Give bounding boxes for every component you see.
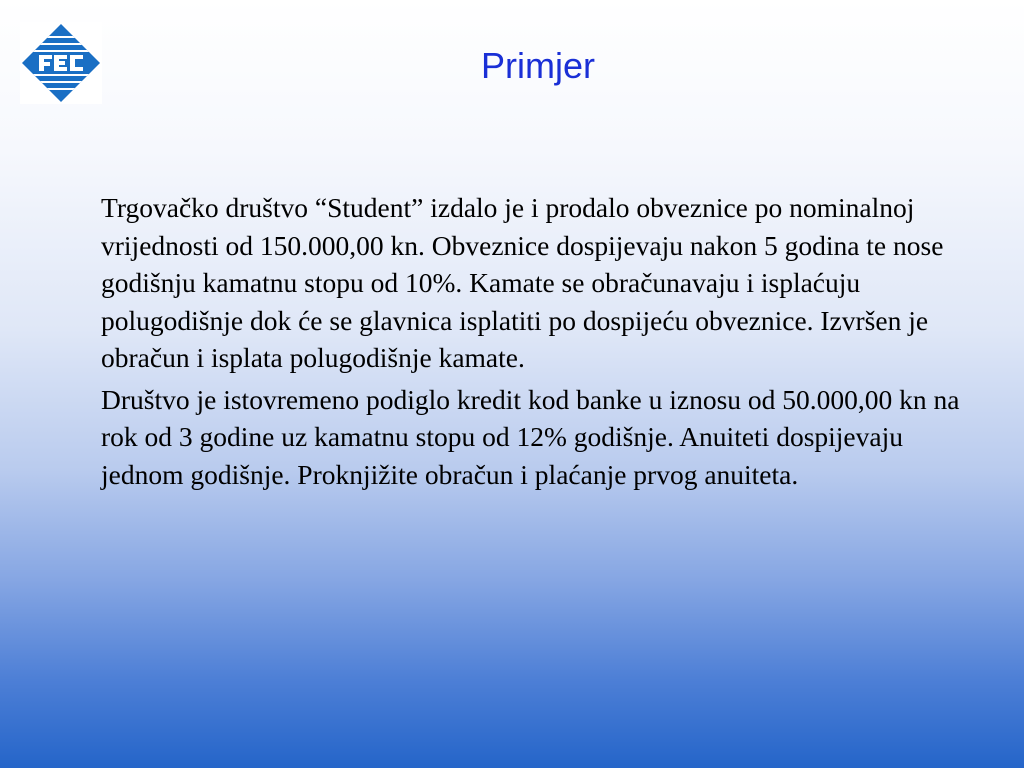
paragraph-loan: Društvo je istovremeno podiglo kredit kod banke u iznosu od 50.000,00 kn na rok od 3 godine uz kamatnu stopu od 12% godišnje. Anuiteti dospijevaju jednom godišnje. Proknjižite obračun i plaćanje prvog anuiteta.: [101, 383, 960, 490]
slide-body: [101, 189, 971, 497]
slide-title: Primjer: [481, 45, 595, 86]
paragraph-bonds: Trgovačko društvo “Student” izdalo je i prodalo obveznice po nominalnoj vrijednosti od 150.000,00 kn. Obveznice dospijevaju nakon 5 godina te nose godišnju kamatnu stopu od 10%. Kamate se obračunavaju i isplaćuju polugodišnje dok će se glavnica isplatiti po dospijeću obveznice. Izvršen je obračun i isplata polugodišnje kamate.: [101, 192, 944, 373]
